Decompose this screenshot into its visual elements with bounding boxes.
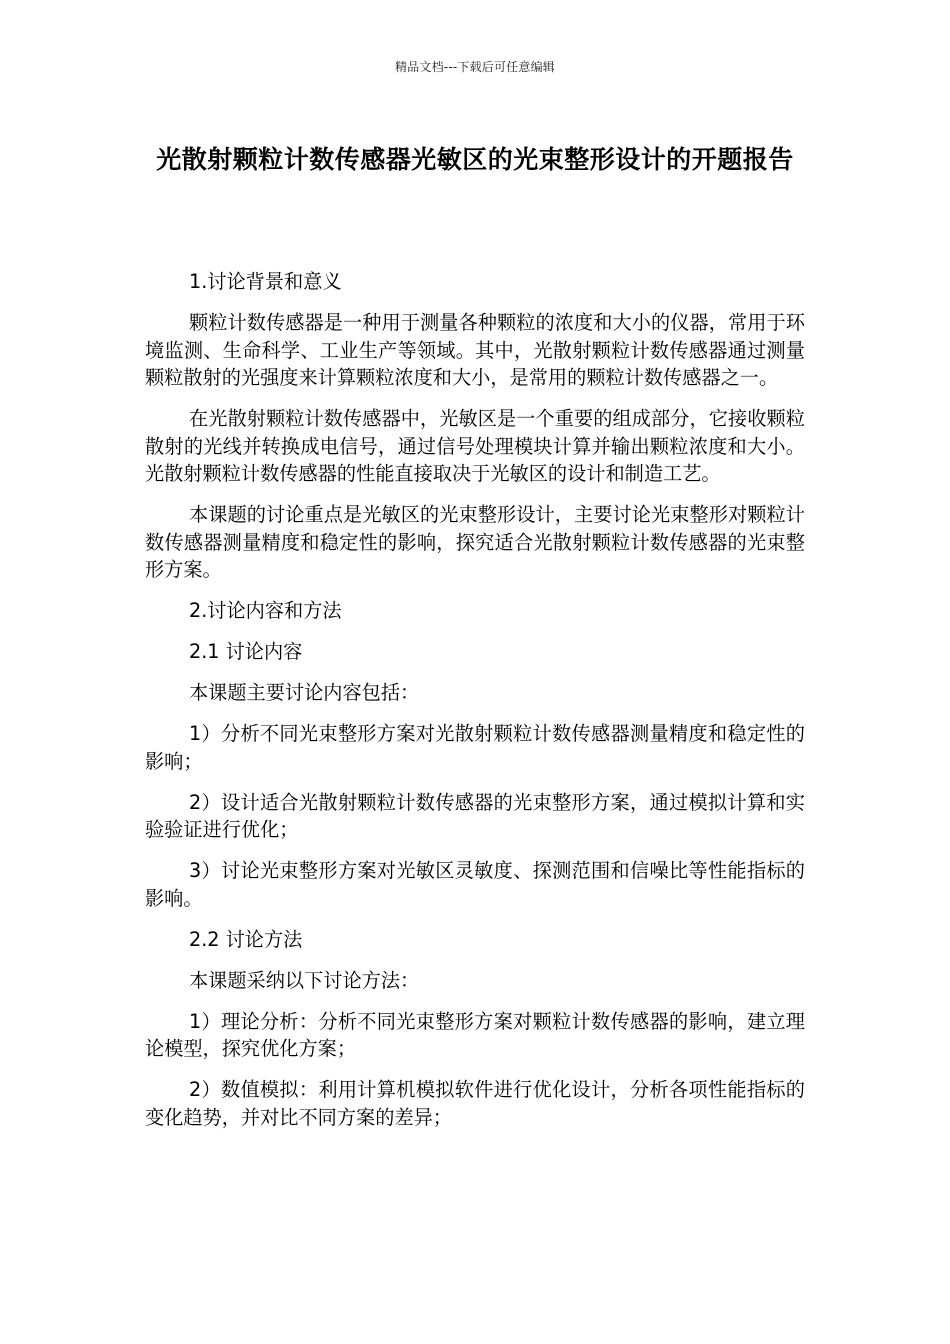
section-heading: 1.讨论背景和意义 [189,270,342,293]
paragraph: 本课题采纳以下讨论方法： [189,968,420,992]
paragraph: 本课题的讨论重点是光敏区的光束整形设计，主要讨论光束整形对颗粒计数传感器测量精度和稳定性的影响，探究适合光散射颗粒计数传感器的光束整形方案。 [145,503,805,581]
list-item: 1）理论分析：分析不同光束整形方案对颗粒计数传感器的影响，建立理论模型，探究优化方案； [145,1009,805,1060]
section-heading: 2.讨论内容和方法 [189,599,342,622]
paragraph: 颗粒计数传感器是一种用于测量各种颗粒的浓度和大小的仪器，常用于环境监测、生命科学、工业生产等领域。其中，光散射颗粒计数传感器通过测量颗粒散射的光强度来计算颗粒浓度和大小，是常用的颗粒计数传感器之一。 [145,311,805,389]
document-title: 光散射颗粒计数传感器光敏区的光束整形设计的开题报告 [156,145,794,174]
paragraph: 本课题主要讨论内容包括： [189,681,420,704]
subsection-heading: 2.1 讨论内容 [189,640,303,663]
list-item: 2）设计适合光散射颗粒计数传感器的光束整形方案，通过模拟计算和实验验证进行优化； [145,790,805,841]
header-note: 精品文档---下载后可任意编辑 [395,60,555,74]
list-item: 3）讨论光束整形方案对光敏区灵敏度、探测范围和信噪比等性能指标的影响。 [145,859,805,910]
list-item: 2）数值模拟：利用计算机模拟软件进行优化设计，分析各项性能指标的变化趋势，并对比不同方案的差异； [145,1078,805,1129]
list-item: 1）分析不同光束整形方案对光散射颗粒计数传感器测量精度和稳定性的影响； [145,722,805,773]
paragraph: 在光散射颗粒计数传感器中，光敏区是一个重要的组成部分，它接收颗粒散射的光线并转换成电信号，通过信号处理模块计算并输出颗粒浓度和大小。光散射颗粒计数传感器的性能直接取决于光敏区的设计和制造工艺。 [145,407,805,485]
subsection-heading: 2.2 讨论方法 [189,927,303,951]
document-body [145,268,805,1145]
